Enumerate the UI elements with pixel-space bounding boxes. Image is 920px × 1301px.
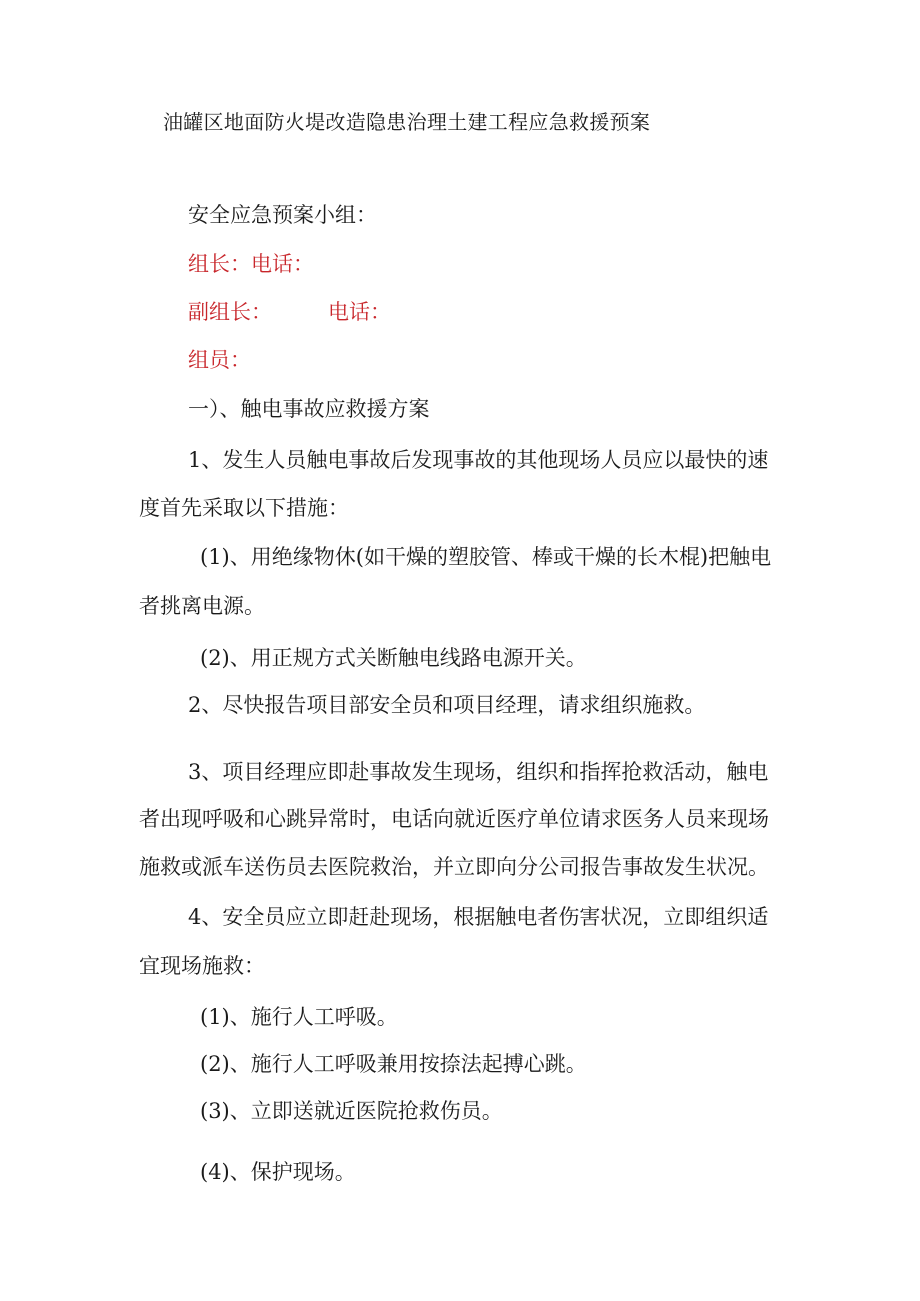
paragraph-4-item-4: (4)、保护现场。 [200,1160,356,1184]
paragraph-4-item-3: (3)、立即送就近医院抢救伤员。 [200,1099,503,1123]
document-title: 油罐区地面防火堤改造隐患治理土建工程应急救援预案 [163,110,651,134]
leader-line [188,250,314,278]
deputy-label: 副组长： [188,300,272,324]
leader-label: 组长： [188,252,251,276]
paragraph-1-item-1-line-1: (1)、用绝缘物休(如干燥的塑胶管、棒或干燥的长木棍)把触电 [200,545,772,569]
team-heading: 安全应急预案小组： [188,203,377,227]
paragraph-2: 2、尽快报告项目部安全员和项目经理，请求组织施救。 [188,693,706,717]
paragraph-1-item-1-line-2: 者挑离电源。 [139,594,265,618]
paragraph-4-line-2: 宜现场施救： [139,954,265,978]
paragraph-1-line-2: 度首先采取以下措施： [139,496,349,520]
paragraph-4-item-1: (1)、施行人工呼吸。 [200,1005,398,1029]
paragraph-3-line-3: 施救或派车送伤员去医院救治，并立即向分公司报告事故发生状况。 [139,855,769,879]
deputy-phone-label: 电话： [328,300,391,324]
leader-phone-label: 电话： [251,252,314,276]
paragraph-4-item-2: (2)、施行人工呼吸兼用按捺法起搏心跳。 [200,1052,587,1076]
section-heading: 一）、触电事故应救援方案 [188,397,430,421]
paragraph-4-line-1: 4、安全员应立即赶赴现场，根据触电者伤害状况，立即组织适 [188,905,769,929]
paragraph-1-item-2: (2)、用正规方式关断触电线路电源开关。 [200,646,587,670]
paragraph-3-line-2: 者出现呼吸和心跳异常时，电话向就近医疗单位请求医务人员来现场 [139,807,769,831]
members-label: 组员： [188,348,251,372]
paragraph-1-line-1: 1、发生人员触电事故后发现事故的其他现场人员应以最快的速 [188,448,769,472]
deputy-line [188,298,391,326]
paragraph-3-line-1: 3、项目经理应即赴事故发生现场，组织和指挥抢救活动，触电 [188,760,769,784]
